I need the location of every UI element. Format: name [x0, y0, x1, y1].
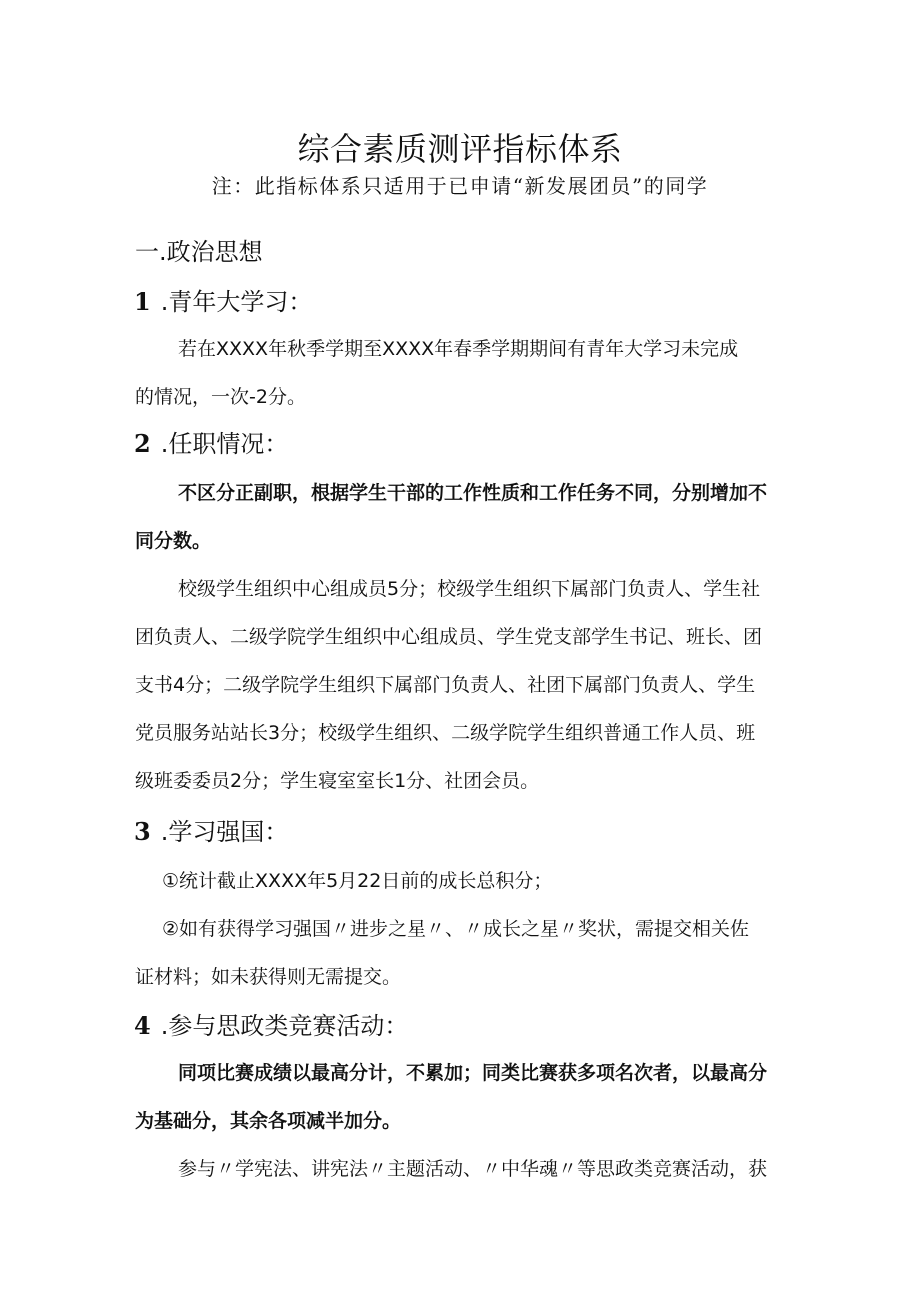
paragraph-line: 参与〃学宪法、讲宪法〃主题活动、〃中华魂〃等思政类竞赛活动，获	[178, 1158, 768, 1180]
paragraph-line: ①统计截止XXXX年5月22日前的成长总积分；	[162, 870, 553, 892]
item-heading-competitions	[134, 1006, 408, 1041]
paragraph-line: 级班委委员2分；学生寝室室长1分、社团会员。	[135, 770, 540, 792]
item-label: .青年大学习：	[160, 288, 313, 316]
section-heading-political-thought: 一.政治思想	[135, 238, 263, 266]
item-label: .参与思政类竞赛活动：	[160, 1012, 409, 1040]
paragraph-line: 党员服务站站长3分；校级学生组织、二级学院学生组织普通工作人员、班	[135, 722, 756, 744]
paragraph-line: 若在XXXX年秋季学期至XXXX年春季学期期间有青年大学习未完成	[178, 338, 739, 360]
paragraph-line: 支书4分；二级学院学生组织下属部门负责人、社团下属部门负责人、学生	[135, 674, 756, 696]
paragraph-line: 校级学生组织中心组成员5分；校级学生组织下属部门负责人、学生社	[178, 578, 761, 600]
bold-rule-line: 同项比赛成绩以最高分计，不累加；同类比赛获多项名次者，以最高分	[178, 1062, 768, 1084]
item-number: 1	[134, 287, 151, 316]
bold-rule-line: 同分数。	[135, 530, 212, 552]
item-number: 3	[134, 817, 151, 846]
paragraph-line: 团负责人、二级学院学生组织中心组成员、学生党支部学生书记、班长、团	[135, 626, 763, 648]
item-label: .学习强国：	[160, 818, 289, 846]
bold-rule-line: 不区分正副职，根据学生干部的工作性质和工作任务不同，分别增加不	[178, 482, 768, 504]
paragraph-line: ②如有获得学习强国〃进步之星〃、〃成长之星〃奖状，需提交相关佐	[162, 918, 750, 940]
document-title: 综合素质测评指标体系	[297, 130, 623, 168]
item-number: 4	[134, 1011, 151, 1040]
item-label: .任职情况：	[160, 430, 289, 458]
item-heading-position	[134, 424, 288, 459]
paragraph-line: 的情况，一次-2分。	[135, 386, 306, 408]
item-number: 2	[134, 429, 151, 458]
bold-rule-line: 为基础分，其余各项减半加分。	[135, 1110, 402, 1132]
item-heading-youth-study	[134, 282, 312, 317]
paragraph-line: 证材料；如未获得则无需提交。	[135, 966, 402, 988]
applicability-note: 注：此指标体系只适用于已申请“新发展团员”的同学	[211, 174, 709, 198]
item-heading-xuexi-qiangguo	[134, 812, 288, 847]
